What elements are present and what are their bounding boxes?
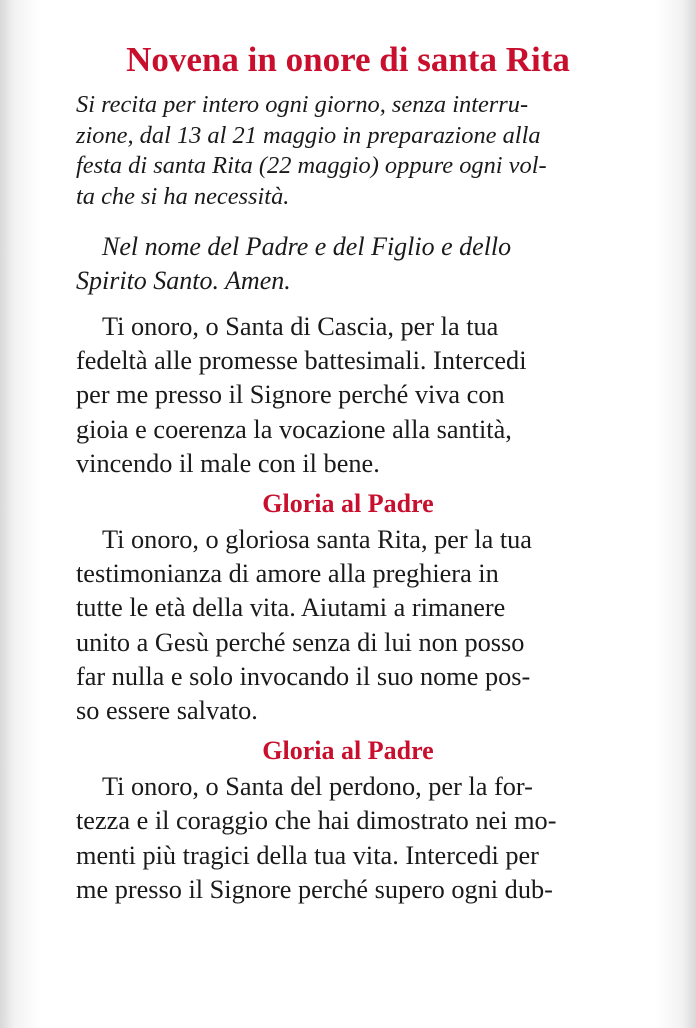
- paragraph-line: Ti onoro, o Santa di Cascia, per la tua: [102, 312, 499, 341]
- paragraph-line: far nulla e solo invocando il suo nome pos-: [76, 661, 531, 691]
- intro-line: festa di santa Rita (22 maggio) oppure ogni vol-: [76, 152, 547, 179]
- paragraph-line: tezza e il coraggio che hai dimostrato nei mo-: [76, 806, 557, 836]
- paragraph-line: testimonianza di amore alla preghiera in: [76, 559, 499, 589]
- refrain-heading-1: Gloria al Padre: [262, 489, 434, 519]
- paragraph-line: fedeltà alle promesse battesimali. Intercedi: [76, 346, 527, 376]
- paragraph-line: gioia e coerenza la vocazione alla santità,: [76, 414, 512, 444]
- page-title: Novena in onore di santa Rita: [126, 40, 570, 79]
- paragraph-line: menti più tragici della tua vita. Intercedi per: [76, 840, 539, 870]
- prayer-paragraph-3: [76, 770, 620, 907]
- paragraph-line: me presso il Signore perché supero ogni dub-: [76, 874, 553, 904]
- prayer-paragraph-2: [76, 523, 620, 728]
- prayer-paragraph-1: [76, 310, 620, 481]
- paragraph-line: per me presso il Signore perché viva con: [76, 380, 505, 410]
- paragraph-line: tutte le età della vita. Aiutami a rimanere: [76, 593, 506, 623]
- paragraph-line: vincendo il male con il bene.: [76, 448, 380, 478]
- invocation-line: Nel nome del Padre e del Figlio e dello: [102, 232, 512, 261]
- invocation-line: Spirito Santo. Amen.: [76, 266, 291, 295]
- intro-line: ta che si ha necessità.: [76, 182, 290, 210]
- intro-line: zione, dal 13 al 21 maggio in preparazione alla: [76, 121, 541, 149]
- refrain-heading-2: Gloria al Padre: [262, 736, 434, 766]
- invocation-text: [76, 230, 620, 298]
- paragraph-line: so essere salvato.: [76, 696, 258, 726]
- paragraph-line: Ti onoro, o Santa del perdono, per la for-: [102, 772, 533, 802]
- intro-line: Si recita per intero ogni giorno, senza interru-: [76, 91, 529, 118]
- paragraph-line: unito a Gesù perché senza di lui non posso: [76, 627, 525, 657]
- intro-text: [76, 90, 620, 212]
- paragraph-line: Ti onoro, o gloriosa santa Rita, per la tua: [102, 525, 532, 555]
